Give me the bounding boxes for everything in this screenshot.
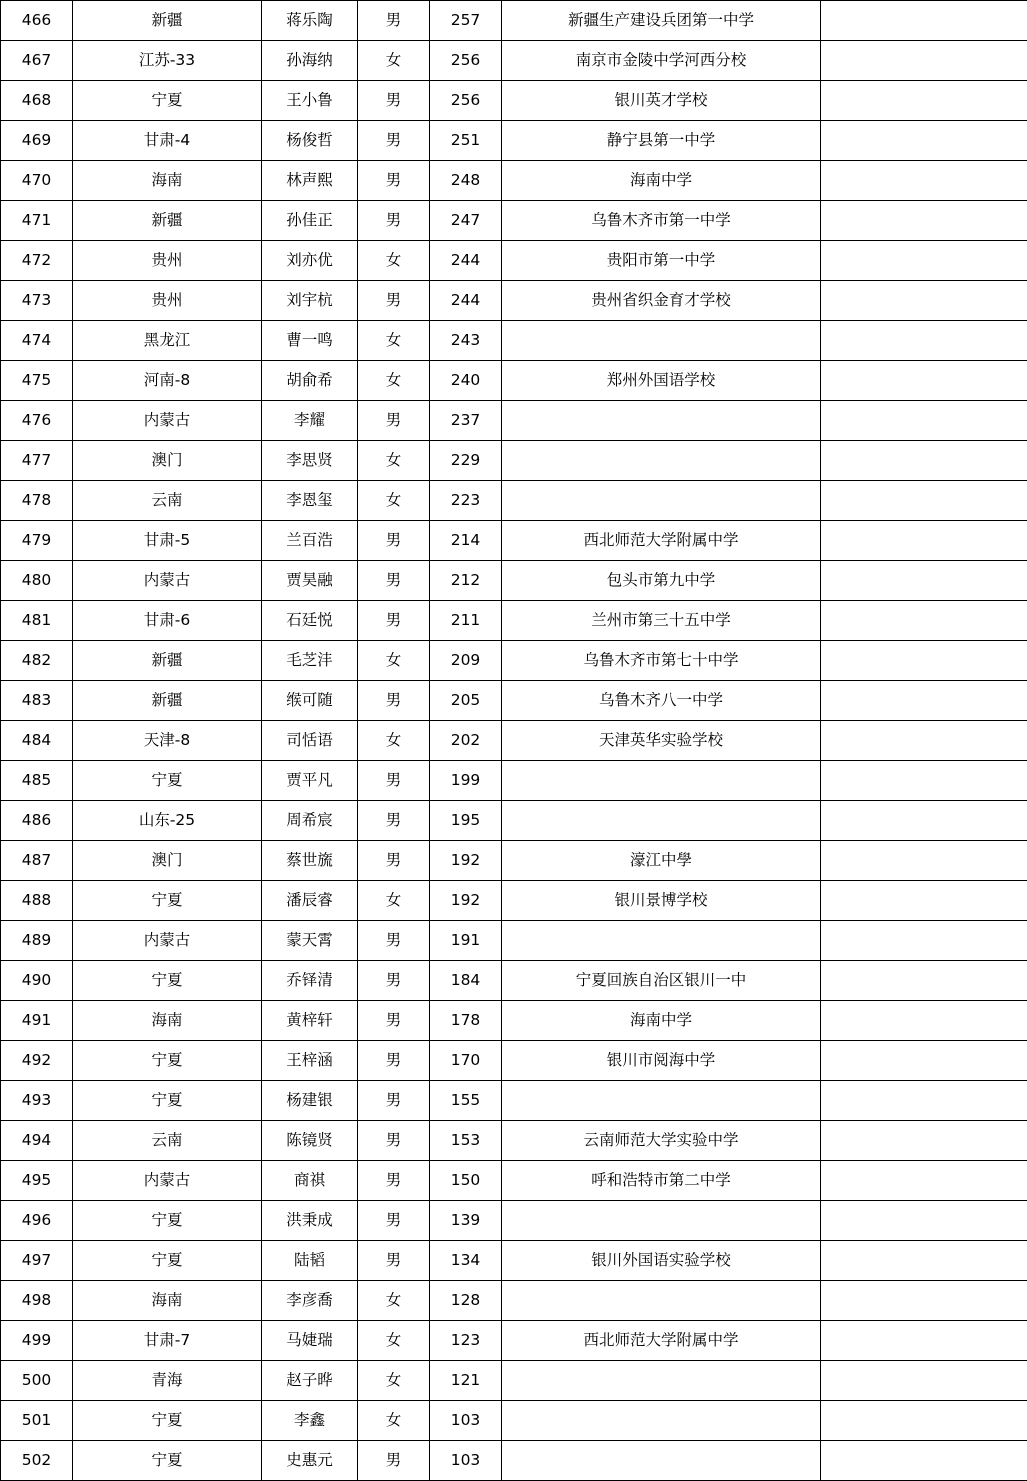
gender-cell: 男 (358, 921, 430, 961)
extra-cell (821, 841, 1027, 881)
province-cell: 宁夏 (73, 761, 262, 801)
extra-cell (821, 921, 1027, 961)
score-cell: 123 (430, 1321, 502, 1361)
rank-cell: 472 (1, 241, 73, 281)
school-cell (502, 1401, 821, 1441)
extra-cell (821, 361, 1027, 401)
name-cell: 蒋乐陶 (262, 1, 358, 41)
table-row (1, 761, 1027, 801)
extra-cell (821, 721, 1027, 761)
school-cell (502, 1441, 821, 1481)
table-row (1, 241, 1027, 281)
rank-cell: 482 (1, 641, 73, 681)
gender-cell: 女 (358, 721, 430, 761)
name-cell: 贾平凡 (262, 761, 358, 801)
table-row (1, 721, 1027, 761)
name-cell: 黄梓轩 (262, 1001, 358, 1041)
extra-cell (821, 1, 1027, 41)
score-cell: 247 (430, 201, 502, 241)
province-cell: 山东-25 (73, 801, 262, 841)
score-cell: 237 (430, 401, 502, 441)
name-cell: 司恬语 (262, 721, 358, 761)
rank-cell: 474 (1, 321, 73, 361)
extra-cell (821, 961, 1027, 1001)
gender-cell: 男 (358, 1441, 430, 1481)
school-cell (502, 1201, 821, 1241)
extra-cell (821, 1321, 1027, 1361)
extra-cell (821, 681, 1027, 721)
extra-cell (821, 1401, 1027, 1441)
extra-cell (821, 881, 1027, 921)
table-row (1, 1001, 1027, 1041)
gender-cell: 女 (358, 241, 430, 281)
rank-cell: 501 (1, 1401, 73, 1441)
rank-cell: 499 (1, 1321, 73, 1361)
school-cell (502, 1281, 821, 1321)
gender-cell: 女 (358, 361, 430, 401)
table-row (1, 401, 1027, 441)
school-cell: 海南中学 (502, 1001, 821, 1041)
province-cell: 宁夏 (73, 1081, 262, 1121)
rank-cell: 491 (1, 1001, 73, 1041)
school-cell: 贵州省织金育才学校 (502, 281, 821, 321)
province-cell: 宁夏 (73, 1041, 262, 1081)
table-row (1, 1401, 1027, 1441)
gender-cell: 男 (358, 961, 430, 1001)
table-row (1, 1241, 1027, 1281)
school-cell: 濠江中學 (502, 841, 821, 881)
rank-cell: 490 (1, 961, 73, 1001)
province-cell: 内蒙古 (73, 561, 262, 601)
extra-cell (821, 761, 1027, 801)
score-cell: 243 (430, 321, 502, 361)
name-cell: 陈镜贤 (262, 1121, 358, 1161)
score-cell: 223 (430, 481, 502, 521)
name-cell: 李耀 (262, 401, 358, 441)
rank-cell: 477 (1, 441, 73, 481)
rank-cell: 497 (1, 1241, 73, 1281)
gender-cell: 男 (358, 201, 430, 241)
name-cell: 陆韬 (262, 1241, 358, 1281)
table-row (1, 1081, 1027, 1121)
province-cell: 青海 (73, 1361, 262, 1401)
extra-cell (821, 1161, 1027, 1201)
score-cell: 214 (430, 521, 502, 561)
school-cell (502, 1361, 821, 1401)
province-cell: 新疆 (73, 681, 262, 721)
name-cell: 乔铎清 (262, 961, 358, 1001)
school-cell: 银川外国语实验学校 (502, 1241, 821, 1281)
school-cell: 天津英华实验学校 (502, 721, 821, 761)
rank-cell: 466 (1, 1, 73, 41)
gender-cell: 男 (358, 121, 430, 161)
gender-cell: 男 (358, 161, 430, 201)
rank-cell: 478 (1, 481, 73, 521)
extra-cell (821, 561, 1027, 601)
name-cell: 贾昊融 (262, 561, 358, 601)
score-cell: 212 (430, 561, 502, 601)
table-row (1, 521, 1027, 561)
score-cell: 184 (430, 961, 502, 1001)
extra-cell (821, 481, 1027, 521)
gender-cell: 男 (358, 521, 430, 561)
rank-cell: 492 (1, 1041, 73, 1081)
gender-cell: 男 (358, 601, 430, 641)
gender-cell: 女 (358, 641, 430, 681)
score-cell: 155 (430, 1081, 502, 1121)
name-cell: 兰百浩 (262, 521, 358, 561)
gender-cell: 女 (358, 881, 430, 921)
rank-cell: 484 (1, 721, 73, 761)
score-cell: 103 (430, 1401, 502, 1441)
rank-cell: 488 (1, 881, 73, 921)
table-row (1, 481, 1027, 521)
extra-cell (821, 1081, 1027, 1121)
table-row (1, 1041, 1027, 1081)
rank-cell: 480 (1, 561, 73, 601)
table-row (1, 681, 1027, 721)
extra-cell (821, 161, 1027, 201)
school-cell: 云南师范大学实验中学 (502, 1121, 821, 1161)
score-cell: 240 (430, 361, 502, 401)
rank-cell: 467 (1, 41, 73, 81)
name-cell: 缑可随 (262, 681, 358, 721)
extra-cell (821, 1121, 1027, 1161)
table-row (1, 1281, 1027, 1321)
score-cell: 257 (430, 1, 502, 41)
province-cell: 澳门 (73, 841, 262, 881)
table-row (1, 41, 1027, 81)
school-cell (502, 321, 821, 361)
name-cell: 曹一鸣 (262, 321, 358, 361)
province-cell: 宁夏 (73, 1441, 262, 1481)
score-cell: 256 (430, 81, 502, 121)
score-cell: 256 (430, 41, 502, 81)
results-table-body (1, 1, 1027, 1481)
gender-cell: 男 (358, 1241, 430, 1281)
school-cell: 兰州市第三十五中学 (502, 601, 821, 641)
score-cell: 139 (430, 1201, 502, 1241)
rank-cell: 469 (1, 121, 73, 161)
gender-cell: 女 (358, 41, 430, 81)
school-cell (502, 921, 821, 961)
gender-cell: 男 (358, 281, 430, 321)
score-cell: 170 (430, 1041, 502, 1081)
province-cell: 贵州 (73, 281, 262, 321)
name-cell: 杨俊哲 (262, 121, 358, 161)
extra-cell (821, 1241, 1027, 1281)
rank-cell: 485 (1, 761, 73, 801)
gender-cell: 男 (358, 1001, 430, 1041)
gender-cell: 男 (358, 1, 430, 41)
province-cell: 甘肃-5 (73, 521, 262, 561)
school-cell: 包头市第九中学 (502, 561, 821, 601)
table-row (1, 1121, 1027, 1161)
province-cell: 新疆 (73, 641, 262, 681)
name-cell: 周希宸 (262, 801, 358, 841)
extra-cell (821, 1041, 1027, 1081)
gender-cell: 男 (358, 841, 430, 881)
rank-cell: 494 (1, 1121, 73, 1161)
gender-cell: 男 (358, 1161, 430, 1201)
name-cell: 马婕瑞 (262, 1321, 358, 1361)
score-cell: 199 (430, 761, 502, 801)
gender-cell: 女 (358, 321, 430, 361)
gender-cell: 男 (358, 1201, 430, 1241)
province-cell: 贵州 (73, 241, 262, 281)
gender-cell: 男 (358, 561, 430, 601)
province-cell: 甘肃-6 (73, 601, 262, 641)
rank-cell: 483 (1, 681, 73, 721)
province-cell: 新疆 (73, 201, 262, 241)
table-row (1, 801, 1027, 841)
school-cell: 西北师范大学附属中学 (502, 521, 821, 561)
name-cell: 孙海纳 (262, 41, 358, 81)
table-row (1, 641, 1027, 681)
school-cell (502, 401, 821, 441)
table-row (1, 921, 1027, 961)
province-cell: 河南-8 (73, 361, 262, 401)
school-cell: 南京市金陵中学河西分校 (502, 41, 821, 81)
province-cell: 宁夏 (73, 961, 262, 1001)
score-cell: 103 (430, 1441, 502, 1481)
province-cell: 天津-8 (73, 721, 262, 761)
gender-cell: 女 (358, 1281, 430, 1321)
gender-cell: 男 (358, 801, 430, 841)
name-cell: 刘宇杭 (262, 281, 358, 321)
extra-cell (821, 1281, 1027, 1321)
score-cell: 229 (430, 441, 502, 481)
score-cell: 209 (430, 641, 502, 681)
name-cell: 杨建银 (262, 1081, 358, 1121)
name-cell: 王小鲁 (262, 81, 358, 121)
gender-cell: 男 (358, 681, 430, 721)
province-cell: 澳门 (73, 441, 262, 481)
rank-cell: 468 (1, 81, 73, 121)
name-cell: 李思贤 (262, 441, 358, 481)
extra-cell (821, 321, 1027, 361)
school-cell (502, 761, 821, 801)
score-cell: 178 (430, 1001, 502, 1041)
extra-cell (821, 1361, 1027, 1401)
school-cell: 呼和浩特市第二中学 (502, 1161, 821, 1201)
table-row (1, 841, 1027, 881)
province-cell: 内蒙古 (73, 921, 262, 961)
rank-cell: 479 (1, 521, 73, 561)
table-row (1, 441, 1027, 481)
gender-cell: 女 (358, 1401, 430, 1441)
table-row (1, 321, 1027, 361)
name-cell: 蔡世旒 (262, 841, 358, 881)
school-cell: 宁夏回族自治区银川一中 (502, 961, 821, 1001)
table-row (1, 361, 1027, 401)
name-cell: 石廷悦 (262, 601, 358, 641)
province-cell: 宁夏 (73, 1401, 262, 1441)
gender-cell: 男 (358, 761, 430, 801)
school-cell: 新疆生产建设兵团第一中学 (502, 1, 821, 41)
rank-cell: 500 (1, 1361, 73, 1401)
gender-cell: 女 (358, 481, 430, 521)
extra-cell (821, 1001, 1027, 1041)
gender-cell: 男 (358, 401, 430, 441)
province-cell: 宁夏 (73, 1201, 262, 1241)
table-row (1, 121, 1027, 161)
score-cell: 191 (430, 921, 502, 961)
name-cell: 李恩玺 (262, 481, 358, 521)
rank-cell: 475 (1, 361, 73, 401)
extra-cell (821, 601, 1027, 641)
school-cell: 银川市阅海中学 (502, 1041, 821, 1081)
school-cell: 海南中学 (502, 161, 821, 201)
table-row (1, 1, 1027, 41)
rank-cell: 498 (1, 1281, 73, 1321)
school-cell (502, 1081, 821, 1121)
rank-cell: 493 (1, 1081, 73, 1121)
name-cell: 商祺 (262, 1161, 358, 1201)
extra-cell (821, 801, 1027, 841)
name-cell: 林声熙 (262, 161, 358, 201)
table-row (1, 1321, 1027, 1361)
province-cell: 海南 (73, 161, 262, 201)
school-cell: 贵阳市第一中学 (502, 241, 821, 281)
score-cell: 192 (430, 881, 502, 921)
rank-cell: 481 (1, 601, 73, 641)
score-cell: 195 (430, 801, 502, 841)
score-cell: 192 (430, 841, 502, 881)
rank-cell: 495 (1, 1161, 73, 1201)
table-row (1, 1361, 1027, 1401)
extra-cell (821, 521, 1027, 561)
extra-cell (821, 41, 1027, 81)
gender-cell: 男 (358, 1041, 430, 1081)
school-cell (502, 441, 821, 481)
score-cell: 153 (430, 1121, 502, 1161)
gender-cell: 男 (358, 81, 430, 121)
province-cell: 甘肃-7 (73, 1321, 262, 1361)
table-row (1, 961, 1027, 1001)
province-cell: 海南 (73, 1001, 262, 1041)
gender-cell: 女 (358, 1361, 430, 1401)
table-row (1, 201, 1027, 241)
province-cell: 云南 (73, 481, 262, 521)
score-cell: 121 (430, 1361, 502, 1401)
score-cell: 244 (430, 241, 502, 281)
score-cell: 150 (430, 1161, 502, 1201)
rank-cell: 471 (1, 201, 73, 241)
score-cell: 244 (430, 281, 502, 321)
extra-cell (821, 1201, 1027, 1241)
extra-cell (821, 201, 1027, 241)
gender-cell: 男 (358, 1081, 430, 1121)
province-cell: 内蒙古 (73, 401, 262, 441)
province-cell: 宁夏 (73, 881, 262, 921)
extra-cell (821, 641, 1027, 681)
province-cell: 宁夏 (73, 1241, 262, 1281)
school-cell: 乌鲁木齐八一中学 (502, 681, 821, 721)
score-cell: 251 (430, 121, 502, 161)
name-cell: 王梓涵 (262, 1041, 358, 1081)
rank-cell: 473 (1, 281, 73, 321)
school-cell: 西北师范大学附属中学 (502, 1321, 821, 1361)
name-cell: 洪秉成 (262, 1201, 358, 1241)
name-cell: 刘亦优 (262, 241, 358, 281)
name-cell: 李鑫 (262, 1401, 358, 1441)
table-row (1, 1441, 1027, 1481)
extra-cell (821, 401, 1027, 441)
gender-cell: 女 (358, 441, 430, 481)
rank-cell: 489 (1, 921, 73, 961)
name-cell: 毛芝沣 (262, 641, 358, 681)
school-cell: 银川景博学校 (502, 881, 821, 921)
rank-cell: 470 (1, 161, 73, 201)
school-cell (502, 481, 821, 521)
extra-cell (821, 281, 1027, 321)
rank-cell: 496 (1, 1201, 73, 1241)
gender-cell: 男 (358, 1121, 430, 1161)
name-cell: 李彦喬 (262, 1281, 358, 1321)
score-cell: 248 (430, 161, 502, 201)
score-cell: 202 (430, 721, 502, 761)
rank-cell: 476 (1, 401, 73, 441)
school-cell: 郑州外国语学校 (502, 361, 821, 401)
table-row (1, 1201, 1027, 1241)
province-cell: 内蒙古 (73, 1161, 262, 1201)
table-row (1, 561, 1027, 601)
extra-cell (821, 81, 1027, 121)
school-cell: 乌鲁木齐市第七十中学 (502, 641, 821, 681)
name-cell: 史惠元 (262, 1441, 358, 1481)
rank-cell: 502 (1, 1441, 73, 1481)
extra-cell (821, 241, 1027, 281)
rank-cell: 486 (1, 801, 73, 841)
score-cell: 134 (430, 1241, 502, 1281)
gender-cell: 女 (358, 1321, 430, 1361)
province-cell: 黑龙江 (73, 321, 262, 361)
table-row (1, 81, 1027, 121)
province-cell: 新疆 (73, 1, 262, 41)
extra-cell (821, 121, 1027, 161)
province-cell: 宁夏 (73, 81, 262, 121)
name-cell: 孙佳正 (262, 201, 358, 241)
province-cell: 江苏-33 (73, 41, 262, 81)
name-cell: 胡俞希 (262, 361, 358, 401)
name-cell: 赵子晔 (262, 1361, 358, 1401)
province-cell: 海南 (73, 1281, 262, 1321)
table-row (1, 281, 1027, 321)
school-cell: 银川英才学校 (502, 81, 821, 121)
name-cell: 蒙天霄 (262, 921, 358, 961)
name-cell: 潘辰睿 (262, 881, 358, 921)
rank-cell: 487 (1, 841, 73, 881)
score-cell: 128 (430, 1281, 502, 1321)
table-row (1, 1161, 1027, 1201)
school-cell: 乌鲁木齐市第一中学 (502, 201, 821, 241)
province-cell: 云南 (73, 1121, 262, 1161)
score-cell: 205 (430, 681, 502, 721)
table-row (1, 601, 1027, 641)
extra-cell (821, 1441, 1027, 1481)
school-cell: 静宁县第一中学 (502, 121, 821, 161)
extra-cell (821, 441, 1027, 481)
score-cell: 211 (430, 601, 502, 641)
school-cell (502, 801, 821, 841)
province-cell: 甘肃-4 (73, 121, 262, 161)
table-row (1, 161, 1027, 201)
table-row (1, 881, 1027, 921)
